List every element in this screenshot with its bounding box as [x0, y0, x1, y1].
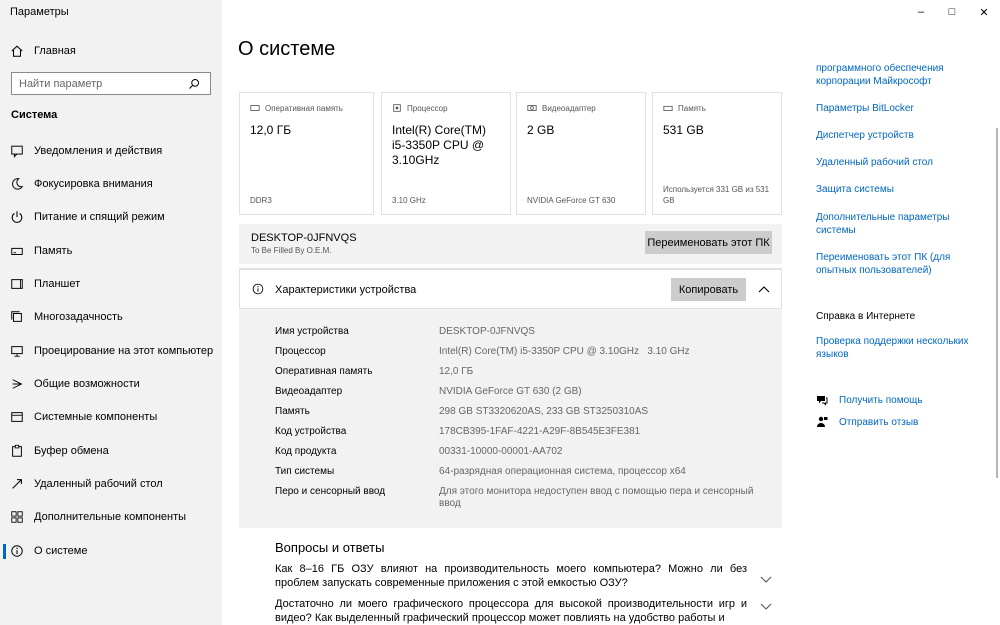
get-help-label: Получить помощь: [839, 394, 923, 406]
tablet-icon: [0, 277, 34, 291]
spec-value: 12,0 ГБ: [439, 366, 474, 377]
sidebar-item-label: Планшет: [34, 278, 81, 290]
gpu-card: [516, 92, 646, 215]
sidebar-item-label: Уведомления и действия: [34, 145, 163, 157]
minimize-button[interactable]: –: [917, 6, 925, 18]
spec-value: 00331-10000-00001-AA702: [439, 446, 563, 457]
ram-card: [239, 92, 374, 215]
search-icon[interactable]: [182, 78, 206, 90]
info-icon: [0, 544, 34, 558]
spec-value: NVIDIA GeForce GT 630 (2 GB): [439, 386, 582, 397]
chat-help-icon: [816, 394, 828, 406]
power-icon: [0, 210, 34, 224]
sidebar-item-clipboard[interactable]: [0, 436, 222, 466]
chevron-down-icon[interactable]: [760, 600, 772, 612]
spec-key: Память: [275, 406, 310, 417]
feedback-person-icon: [816, 416, 828, 428]
faq-title: Вопросы и ответы: [275, 540, 385, 555]
spec-value: DESKTOP-0JFNVQS: [439, 326, 535, 337]
device-specs-title: Характеристики устройства: [275, 284, 417, 296]
card-value: 2 GB: [527, 123, 555, 137]
sidebar-item-power[interactable]: [0, 202, 222, 232]
spec-key: Тип системы: [275, 466, 335, 477]
card-sub: Используется 331 GB из 531 GB: [663, 185, 770, 205]
help-heading: Справка в Интернете: [816, 311, 916, 322]
storage-icon: [0, 244, 34, 258]
spec-key: Код устройства: [275, 426, 347, 437]
section-title: Система: [11, 109, 58, 121]
home-label: Главная: [34, 45, 76, 57]
maximize-button[interactable]: □: [948, 6, 956, 18]
notifications-icon: [0, 144, 34, 158]
cpu-icon: [392, 103, 402, 113]
spec-key: Имя устройства: [275, 326, 349, 337]
rename-pc-advanced-link[interactable]: Переименовать этот ПК (для опытных пользователей): [816, 252, 951, 276]
send-feedback-link[interactable]: [816, 416, 918, 428]
spec-key: Видеоадаптер: [275, 386, 343, 397]
get-help-link[interactable]: [816, 394, 923, 406]
sidebar-item-about[interactable]: [0, 536, 222, 566]
chevron-up-icon[interactable]: [757, 283, 771, 297]
system-protection-link[interactable]: Защита системы: [816, 184, 894, 195]
sidebar-item-multitasking[interactable]: [0, 302, 222, 332]
sidebar-item-label: Питание и спящий режим: [34, 211, 165, 223]
card-heading: Процессор: [407, 103, 448, 113]
sidebar-item-projecting[interactable]: [0, 336, 222, 366]
sidebar-item-label: Общие возможности: [34, 378, 140, 390]
card-value: 12,0 ГБ: [250, 123, 292, 137]
sidebar-item-label: Системные компоненты: [34, 411, 158, 423]
gpu-icon: [527, 103, 537, 113]
system-components-icon: [0, 410, 34, 424]
send-feedback-label: Отправить отзыв: [839, 416, 919, 428]
spec-key: Процессор: [275, 346, 326, 357]
sidebar: [0, 0, 222, 625]
spec-value: 64-разрядная операционная система, процессор x64: [439, 466, 686, 477]
copy-button[interactable]: Копировать: [671, 278, 746, 301]
sidebar-item-storage[interactable]: [0, 236, 222, 266]
sidebar-item-tablet[interactable]: [0, 269, 222, 299]
pc-oem: To Be Filled By O.E.M.: [251, 246, 332, 255]
card-sub: DDR3: [250, 196, 272, 205]
advanced-system-settings-link[interactable]: Дополнительные параметры системы: [816, 212, 950, 236]
device-specs-panel: [239, 268, 782, 528]
sidebar-item-label: О системе: [34, 545, 88, 557]
device-specs-header[interactable]: [239, 269, 782, 309]
search-input[interactable]: [12, 78, 182, 90]
spec-value: Для этого монитора недоступен ввод с помощью пера и сенсорный ввод: [439, 486, 754, 509]
home-nav-item[interactable]: [0, 36, 222, 66]
sidebar-item-label: Фокусировка внимания: [34, 178, 153, 190]
sidebar-item-label: Дополнительные компоненты: [34, 511, 187, 523]
sidebar-item-optional-features[interactable]: [0, 502, 222, 532]
remote-desktop-icon: [0, 477, 34, 491]
optional-features-icon: [0, 510, 34, 524]
sidebar-item-label: Удаленный рабочий стол: [34, 478, 163, 490]
faq-item[interactable]: Как 8–16 ГБ ОЗУ влияют на производительность моего компьютера? Можно ли без проблем запускать современные приложения с этой емкостью ОЗУ?: [275, 563, 747, 589]
card-value: Intel(R) Core(TM) i5-3350P CPU @ 3.10GHz: [392, 123, 487, 167]
faq-item[interactable]: Достаточно ли моего графического процессора для высокой производительности игр и видео? Как выделенный графический процессор может повлиять на удобство работы и: [275, 598, 747, 624]
scrollbar-thumb[interactable]: [996, 128, 998, 478]
page-title: О системе: [238, 38, 336, 60]
sidebar-item-label: Буфер обмена: [34, 445, 109, 457]
sidebar-item-focus[interactable]: [0, 169, 222, 199]
software-license-link[interactable]: программного обеспечения корпорации Майкрософт: [816, 63, 944, 87]
spec-value: Intel(R) Core(TM) i5-3350P CPU @ 3.10GHz 3.10 GHz: [439, 346, 690, 357]
storage-card: [652, 92, 782, 215]
card-heading: Оперативная память: [265, 103, 343, 113]
clipboard-icon: [0, 444, 34, 458]
app-title: Параметры: [10, 6, 69, 18]
sidebar-item-label: Память: [34, 245, 73, 257]
ram-icon: [250, 103, 260, 113]
remote-desktop-link[interactable]: Удаленный рабочий стол: [816, 157, 933, 168]
multitasking-icon: [0, 310, 34, 324]
card-sub: 3.10 GHz: [392, 196, 426, 205]
close-button[interactable]: ✕: [979, 6, 989, 19]
focus-moon-icon: [0, 177, 34, 191]
sidebar-item-shared[interactable]: [0, 369, 222, 399]
sidebar-item-remote-desktop[interactable]: [0, 469, 222, 499]
sidebar-item-label: Проецирование на этот компьютер: [34, 345, 214, 357]
disk-icon: [663, 103, 673, 113]
spec-value: 178CB395-1FAF-4221-A29F-8B545E3FE381: [439, 426, 641, 437]
spec-key: Перо и сенсорный ввод: [275, 486, 386, 497]
spec-value: 298 GB ST3320620AS, 233 GB ST3250310AS: [439, 406, 649, 417]
home-icon: [0, 44, 34, 58]
info-icon: [252, 283, 264, 295]
cpu-card: [381, 92, 511, 215]
language-support-link[interactable]: Проверка поддержки нескольких языков: [816, 336, 969, 360]
rename-pc-button[interactable]: Переименовать этот ПК: [645, 231, 772, 254]
spec-key: Код продукта: [275, 446, 337, 457]
pc-name: DESKTOP-0JFNVQS: [251, 232, 357, 244]
pc-name-bar: [239, 224, 782, 264]
sidebar-item-system-components[interactable]: [0, 402, 222, 432]
card-value: 531 GB: [663, 123, 704, 137]
chevron-down-icon[interactable]: [760, 573, 772, 585]
sidebar-item-label: Многозадачность: [34, 311, 123, 323]
card-heading: Видеоадаптер: [542, 103, 596, 113]
card-heading: Память: [678, 103, 706, 113]
shared-experiences-icon: [0, 377, 34, 391]
device-manager-link[interactable]: Диспетчер устройств: [816, 130, 914, 141]
bitlocker-link[interactable]: Параметры BitLocker: [816, 103, 914, 114]
spec-key: Оперативная память: [275, 366, 373, 377]
projecting-icon: [0, 344, 34, 358]
sidebar-item-notifications[interactable]: [0, 136, 222, 166]
search-box[interactable]: [11, 72, 211, 95]
card-sub: NVIDIA GeForce GT 630: [527, 196, 616, 205]
